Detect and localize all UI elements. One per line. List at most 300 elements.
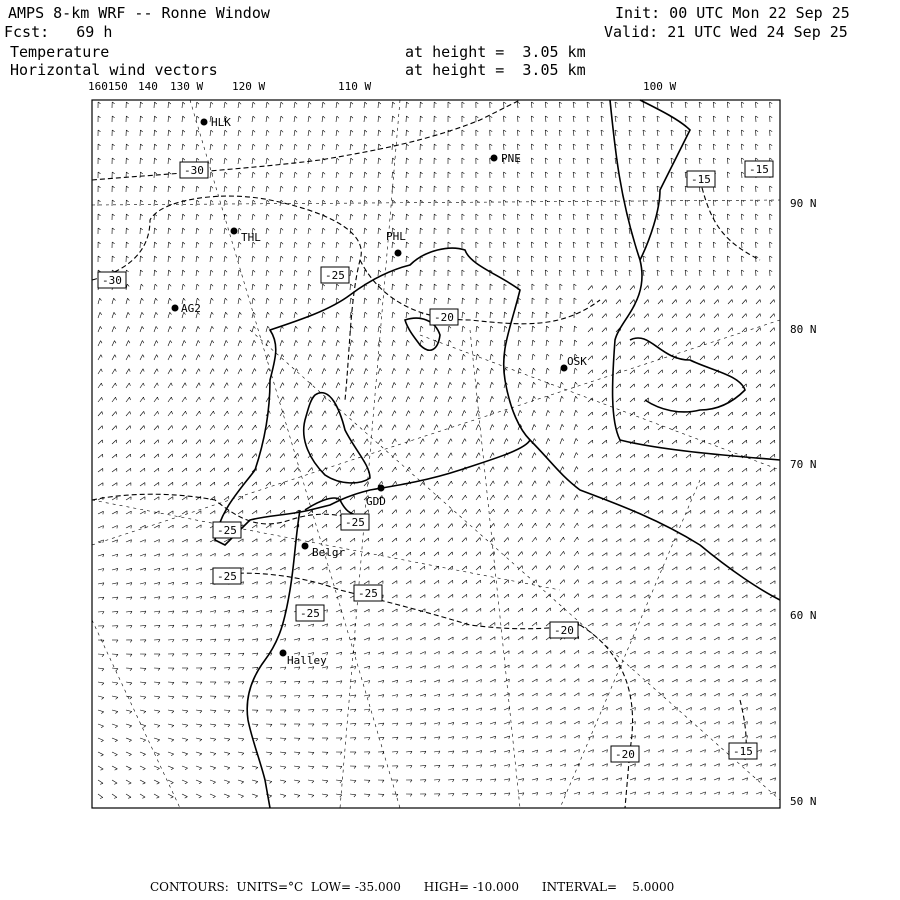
- wind-barb: [504, 509, 508, 514]
- wind-barb: [504, 312, 505, 318]
- wind-barb: [602, 454, 607, 458]
- wind-barb: [280, 284, 281, 290]
- wind-barb: [574, 495, 577, 500]
- wind-barb-feather: [420, 102, 422, 104]
- wind-barb: [280, 567, 285, 570]
- wind-barb: [252, 200, 253, 206]
- wind-barb: [294, 242, 295, 248]
- wind-barb: [196, 468, 200, 472]
- wind-barb: [350, 780, 356, 781]
- wind-barb-feather: [576, 396, 578, 398]
- wind-barb: [462, 694, 468, 696]
- wind-barb: [308, 368, 310, 374]
- contour-label: [213, 522, 241, 538]
- wind-barb-feather: [438, 481, 439, 484]
- wind-barb-feather: [130, 654, 132, 656]
- wind-barb: [378, 130, 379, 136]
- wind-barb-feather: [228, 454, 229, 457]
- wind-barb: [574, 650, 579, 654]
- wind-barb-feather: [338, 354, 340, 356]
- wind-barb: [574, 679, 579, 682]
- wind-barb: [756, 567, 761, 570]
- wind-barb-feather: [518, 284, 520, 286]
- wind-barb: [364, 186, 365, 192]
- wind-barb: [420, 298, 421, 304]
- wind-barb-feather: [420, 158, 422, 160]
- wind-barb: [98, 710, 104, 712]
- wind-barb: [587, 144, 588, 150]
- wind-barb-feather: [115, 341, 117, 344]
- wind-barb-feather: [269, 796, 271, 798]
- wind-barb: [266, 186, 267, 192]
- wind-barb: [700, 567, 705, 570]
- wind-barb: [140, 724, 146, 726]
- wind-barb: [574, 580, 578, 585]
- wind-barb: [350, 425, 353, 430]
- wind-barb-feather: [126, 256, 128, 258]
- wind-barb: [685, 102, 686, 108]
- wind-barb: [280, 383, 283, 388]
- wind-barb: [350, 581, 355, 584]
- wind-barb: [238, 186, 239, 192]
- wind-barb-feather: [478, 382, 480, 384]
- wind-barb-feather: [606, 356, 607, 359]
- wind-barb: [420, 396, 422, 402]
- wind-barb-feather: [323, 116, 325, 118]
- wind-barb: [770, 342, 774, 346]
- wind-barb: [756, 553, 761, 556]
- wind-barb: [531, 200, 532, 206]
- wind-barb-feather: [200, 411, 201, 414]
- wind-barb-feather: [312, 781, 314, 783]
- wind-barb: [126, 696, 132, 697]
- wind-barb: [182, 228, 183, 234]
- wind-barb-feather: [169, 144, 171, 146]
- wind-barb-feather: [366, 340, 368, 342]
- wind-barb-feather: [452, 538, 453, 541]
- wind-barb: [741, 242, 742, 248]
- wind-barb-feather: [116, 654, 118, 656]
- wind-barb: [727, 116, 728, 122]
- wind-barb: [224, 270, 225, 276]
- wind-barb: [294, 752, 300, 753]
- wind-barb-feather: [212, 312, 214, 314]
- wind-barb-feather: [354, 766, 356, 768]
- wind-barb-feather: [337, 242, 339, 244]
- wind-barb-feather: [337, 172, 339, 174]
- wind-barb: [406, 694, 412, 696]
- wind-barb: [630, 314, 634, 318]
- wind-barb: [168, 200, 169, 206]
- wind-barb: [266, 596, 272, 598]
- wind-barb-feather: [140, 242, 142, 244]
- wind-barb-feather: [476, 214, 479, 216]
- wind-barb-feather: [410, 495, 411, 498]
- wind-barb-feather: [115, 369, 116, 372]
- wind-barb-feather: [309, 284, 311, 286]
- wind-barb: [728, 342, 732, 346]
- wind-barb: [741, 270, 742, 276]
- wind-barb-feather: [309, 102, 311, 104]
- wind-barb: [462, 326, 463, 332]
- wind-barb: [588, 384, 592, 388]
- wind-barb-feather: [115, 740, 118, 742]
- wind-barb: [336, 326, 337, 332]
- wind-barb: [392, 256, 393, 262]
- wind-barb: [280, 453, 284, 458]
- wind-barb-feather: [169, 200, 171, 202]
- wind-barb: [224, 766, 230, 768]
- wind-barb-feather: [227, 768, 229, 770]
- wind-barb: [728, 778, 734, 780]
- wind-barb-feather: [352, 383, 354, 386]
- wind-barb: [308, 539, 313, 543]
- wind-barb-feather: [325, 439, 326, 442]
- wind-barb-feather: [212, 340, 214, 343]
- wind-barb-feather: [281, 116, 283, 118]
- wind-barb: [350, 638, 356, 640]
- wind-barb-feather: [520, 439, 522, 442]
- wind-barb: [378, 567, 383, 571]
- wind-barb: [714, 553, 719, 556]
- wind-barb-feather: [491, 354, 493, 356]
- wind-barb: [98, 312, 100, 318]
- wind-barb: [672, 314, 676, 318]
- wind-barb-feather: [490, 228, 493, 230]
- wind-barb-feather: [351, 102, 353, 104]
- wind-barb: [756, 722, 761, 725]
- wind-barb: [588, 482, 593, 486]
- wind-barb: [406, 666, 412, 668]
- wind-barb-feather: [199, 383, 200, 386]
- wind-barb: [686, 707, 691, 710]
- wind-barb-feather: [351, 228, 353, 230]
- wind-barb: [392, 425, 395, 430]
- wind-barb: [98, 383, 101, 388]
- wind-barb: [140, 696, 146, 697]
- wind-barb: [448, 680, 454, 682]
- wind-barb-feather: [169, 130, 171, 132]
- wind-barb: [224, 439, 228, 444]
- wind-barb: [518, 793, 524, 794]
- wind-barb: [616, 581, 621, 584]
- wind-barb: [378, 439, 381, 444]
- wind-barb-feather: [212, 326, 214, 328]
- wind-barb: [434, 651, 439, 654]
- wind-barb: [685, 270, 686, 276]
- wind-barb: [546, 580, 550, 584]
- wind-barb: [616, 286, 620, 291]
- wind-barb-feather: [186, 682, 188, 684]
- wind-barb-feather: [396, 496, 397, 499]
- station-marker: [302, 543, 346, 560]
- wind-barb-feather: [100, 798, 103, 799]
- wind-barb: [280, 312, 281, 318]
- wind-barb: [112, 483, 117, 486]
- svg-text:-30: -30: [102, 274, 122, 287]
- wind-barb-feather: [129, 383, 130, 386]
- wind-barb: [280, 116, 281, 122]
- wind-barb-feather: [532, 298, 534, 300]
- wind-barb-feather: [424, 510, 425, 513]
- wind-barb-feather: [732, 342, 733, 345]
- wind-barb: [602, 722, 607, 725]
- wind-barb-feather: [690, 356, 691, 359]
- wind-barb-feather: [211, 186, 213, 188]
- wind-barb: [322, 624, 328, 626]
- wind-barb: [322, 116, 323, 122]
- wind-barb: [560, 580, 564, 584]
- wind-barb-feather: [351, 158, 353, 160]
- wind-barb: [98, 766, 103, 769]
- wind-barb-feather: [774, 356, 775, 359]
- wind-barb: [644, 314, 648, 318]
- wind-barb-feather: [267, 312, 269, 314]
- wind-barb: [196, 554, 201, 557]
- wind-barb: [574, 340, 575, 346]
- wind-barb-feather: [323, 242, 325, 244]
- wind-barb-feather: [102, 655, 104, 657]
- wind-barb-feather: [281, 242, 283, 244]
- wind-barb-feather: [284, 468, 285, 471]
- wind-barb: [686, 384, 690, 388]
- wind-barb: [378, 453, 381, 458]
- wind-barb: [630, 300, 634, 305]
- wind-barb: [126, 780, 131, 783]
- wind-barb: [112, 369, 115, 374]
- wind-barb: [686, 342, 690, 346]
- wind-barb-feather: [676, 328, 677, 331]
- wind-barb: [140, 483, 145, 487]
- wind-barb: [294, 581, 299, 584]
- wind-barb: [350, 383, 352, 389]
- wind-barb: [504, 665, 509, 668]
- wind-barb-feather: [140, 144, 142, 146]
- wind-barb: [602, 750, 608, 752]
- wind-barb: [643, 270, 644, 276]
- wind-barb-feather: [406, 102, 408, 104]
- wind-barb: [560, 721, 565, 724]
- wind-barb: [168, 186, 169, 192]
- wind-barb: [238, 439, 242, 444]
- wind-barb: [266, 298, 267, 304]
- wind-barb-feather: [435, 340, 437, 342]
- wind-barb: [657, 242, 658, 248]
- wind-barb-feather: [351, 200, 353, 202]
- wind-barb: [658, 693, 663, 696]
- wind-barb: [308, 695, 314, 696]
- wind-barb-feather: [393, 200, 395, 202]
- wind-barb: [616, 384, 620, 388]
- wind-barb: [280, 524, 285, 528]
- wind-barb: [602, 426, 607, 430]
- wind-barb: [140, 568, 146, 570]
- wind-barb: [685, 200, 686, 206]
- wind-barb: [714, 778, 720, 780]
- wind-barb-feather: [130, 669, 132, 671]
- wind-barb-feather: [422, 354, 424, 356]
- wind-barb: [252, 625, 258, 627]
- wind-barb-feather: [295, 158, 297, 160]
- wind-barb-feather: [155, 116, 157, 118]
- wind-barb: [602, 679, 607, 682]
- wind-barb: [266, 582, 272, 585]
- wind-barb: [615, 102, 616, 108]
- wind-barb-feather: [309, 256, 311, 258]
- wind-barb-feather: [577, 523, 578, 526]
- wind-barb-feather: [634, 356, 635, 359]
- wind-barb: [588, 567, 593, 570]
- wind-barb: [602, 510, 607, 514]
- wind-barb: [490, 623, 495, 627]
- wind-barb-feather: [408, 368, 410, 370]
- wind-barb: [280, 738, 286, 739]
- wind-barb: [280, 369, 282, 375]
- wind-barb-feather: [112, 158, 114, 160]
- wind-barb: [644, 707, 649, 710]
- wind-barb: [280, 340, 282, 346]
- wind-barb: [238, 116, 239, 122]
- wind-barb: [392, 397, 394, 403]
- field2-name: Horizontal wind vectors: [10, 61, 218, 79]
- wind-barb: [685, 130, 686, 136]
- wind-barb-feather: [309, 312, 311, 314]
- wind-barb: [182, 340, 184, 346]
- wind-barb: [252, 172, 253, 178]
- wind-barb-feather: [340, 795, 342, 797]
- wind-barb: [672, 468, 677, 472]
- wind-barb: [714, 637, 719, 640]
- wind-barb: [350, 553, 355, 557]
- wind-barb-feather: [704, 300, 705, 303]
- wind-barb: [560, 750, 566, 752]
- wind-barb-feather: [490, 172, 493, 174]
- wind-barb-feather: [142, 312, 144, 314]
- wind-barb-feather: [298, 753, 300, 755]
- wind-barb-feather: [295, 186, 297, 188]
- wind-barb: [168, 738, 174, 740]
- wind-barb-feather: [382, 780, 384, 782]
- wind-barb: [392, 340, 393, 346]
- wind-barb: [546, 750, 552, 752]
- wind-barb: [420, 623, 425, 626]
- wind-barb: [182, 780, 188, 782]
- wind-barb: [308, 144, 309, 150]
- wind-barb-feather: [158, 683, 160, 685]
- wind-barb: [336, 312, 337, 318]
- wind-barb: [588, 440, 593, 444]
- wind-barb: [616, 792, 622, 794]
- wind-barb: [574, 453, 576, 459]
- wind-barb-feather: [325, 411, 326, 414]
- wind-barb: [196, 242, 197, 248]
- wind-barb: [98, 668, 104, 669]
- wind-barb: [686, 637, 691, 640]
- wind-barb-feather: [157, 369, 158, 372]
- wind-barb: [559, 214, 560, 220]
- wind-barb: [616, 736, 622, 738]
- wind-barb: [546, 707, 551, 710]
- wind-barb: [378, 102, 379, 108]
- wind-barb-feather: [408, 354, 410, 356]
- wind-barb: [713, 130, 714, 136]
- wind-barb: [308, 200, 309, 206]
- wind-barb: [658, 440, 663, 444]
- wind-barb: [126, 597, 132, 598]
- wind-barb: [364, 130, 365, 136]
- wind-barb: [742, 286, 746, 291]
- wind-barb: [629, 242, 630, 248]
- wind-barb: [210, 200, 211, 206]
- wind-barb: [154, 766, 160, 768]
- wind-barb: [294, 214, 295, 220]
- wind-barb: [154, 144, 155, 150]
- wind-barb: [657, 102, 658, 108]
- wind-barb: [98, 526, 104, 528]
- wind-barb: [350, 695, 356, 696]
- wind-barb-feather: [270, 767, 272, 769]
- wind-barb-feather: [406, 200, 408, 202]
- wind-barb: [546, 764, 552, 766]
- wind-barb: [350, 228, 351, 234]
- wind-barb: [322, 144, 323, 150]
- wind-barb-feather: [228, 682, 230, 684]
- wind-barb: [154, 397, 158, 402]
- wind-barb: [308, 496, 312, 500]
- wind-barb: [601, 214, 602, 220]
- wind-barb: [531, 158, 532, 164]
- wind-barb: [308, 638, 314, 640]
- wind-barb: [700, 539, 705, 542]
- wind-barb-feather: [115, 383, 116, 386]
- wind-barb: [630, 426, 635, 430]
- wind-barb-feather: [142, 326, 144, 329]
- wind-barb: [98, 780, 103, 783]
- wind-barb: [462, 708, 468, 710]
- wind-barb: [168, 582, 174, 584]
- wind-barb: [686, 468, 691, 472]
- wind-barb: [434, 680, 440, 682]
- wind-barb-feather: [367, 439, 368, 442]
- wind-barb: [518, 495, 521, 500]
- wind-barb: [266, 752, 272, 753]
- wind-barb-feather: [337, 312, 339, 314]
- wind-barb: [770, 426, 775, 430]
- wind-barb-feather: [507, 481, 508, 484]
- wind-barb: [112, 511, 117, 514]
- wind-barb-feather: [283, 425, 284, 428]
- wind-barb: [560, 778, 566, 780]
- wind-barb-feather: [324, 340, 326, 342]
- wind-barb: [126, 312, 128, 318]
- wind-barb: [280, 411, 283, 416]
- contour-line: [215, 573, 580, 629]
- wind-barb-feather: [365, 256, 367, 258]
- wind-barb: [602, 300, 606, 305]
- wind-barb: [364, 723, 370, 724]
- wind-barb: [587, 186, 588, 192]
- wind-barb-feather: [242, 439, 243, 442]
- wind-barb-feather: [158, 440, 159, 443]
- svg-text:-20: -20: [434, 311, 454, 324]
- field2-height: at height = 3.05 km: [405, 61, 586, 79]
- wind-barb: [685, 186, 686, 192]
- wind-barb-feather: [536, 580, 537, 583]
- wind-barb: [266, 439, 270, 444]
- wind-barb: [210, 144, 211, 150]
- wind-barb: [545, 130, 546, 136]
- wind-barb: [545, 256, 546, 262]
